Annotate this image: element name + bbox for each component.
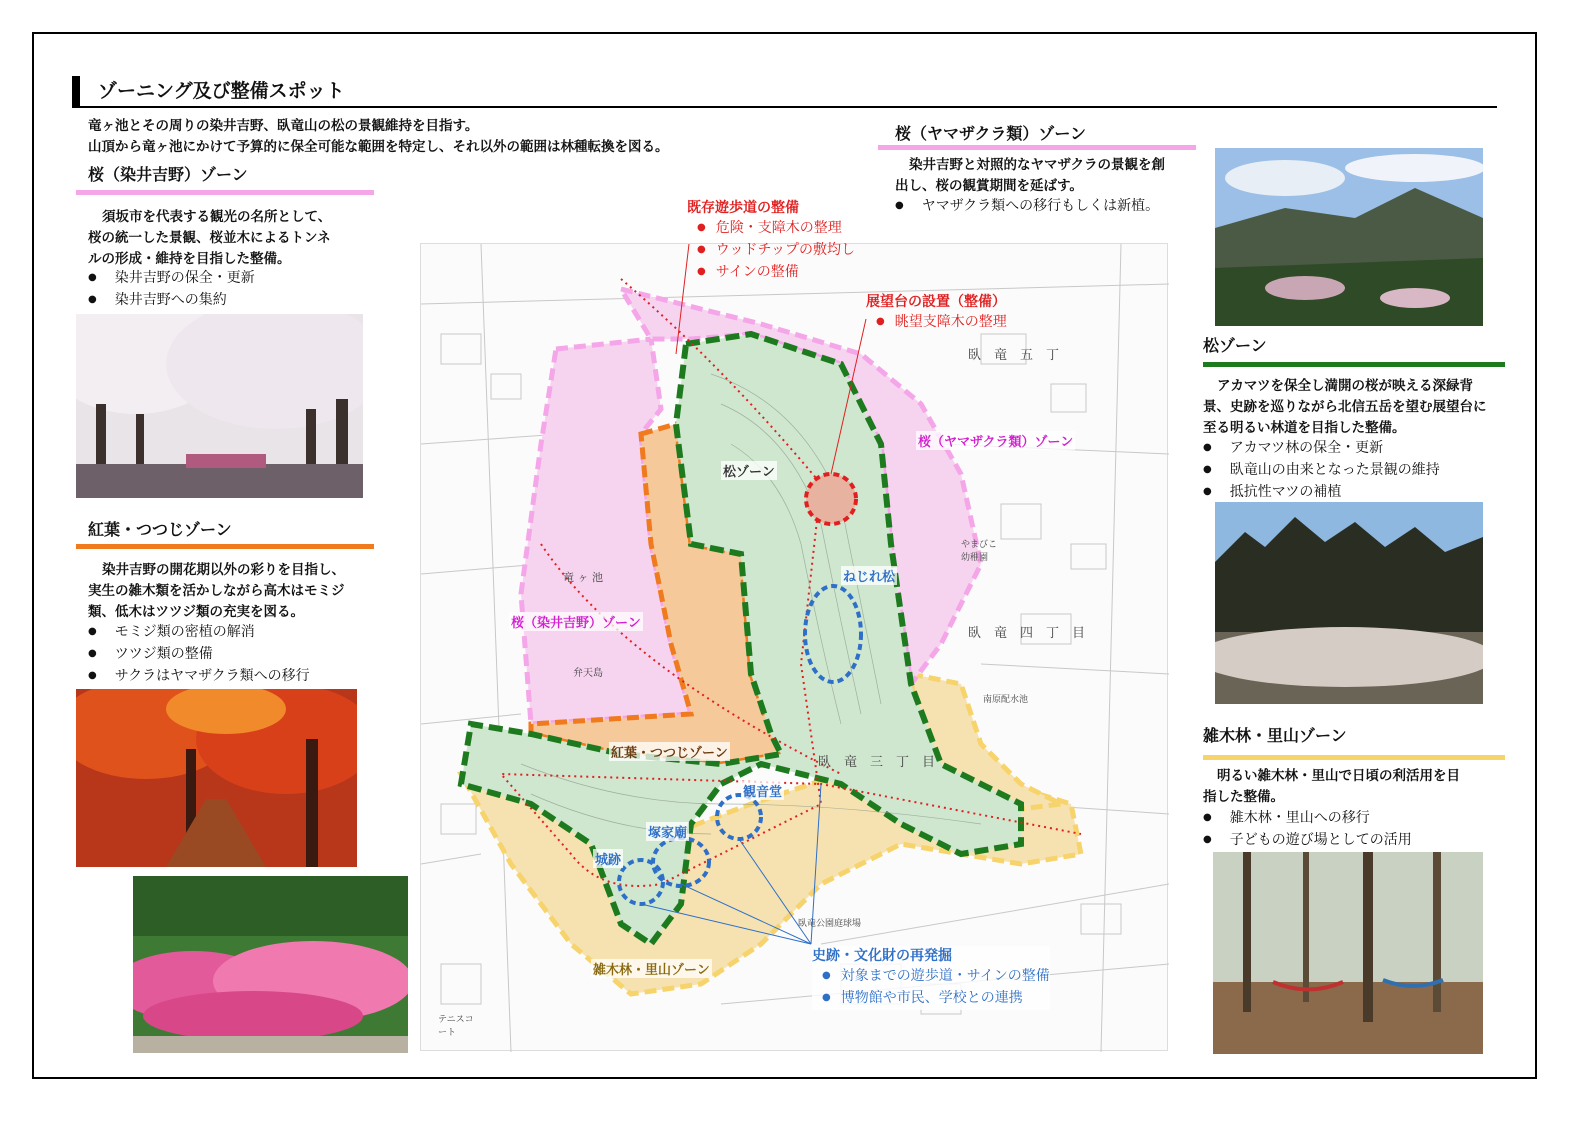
callout-observatory	[866, 292, 1007, 334]
zone-desc-sakura-somei	[88, 207, 331, 270]
zone-bar-momiji	[76, 544, 374, 549]
desc-line: 景、史跡を巡りながら北信五岳を望む展望台に	[1203, 399, 1487, 415]
photo-rocky-mountain	[1215, 502, 1483, 704]
map-label-kannon: 観音堂	[741, 781, 784, 800]
desc-line: 指した整備。	[1203, 789, 1284, 805]
photo-azalea	[133, 876, 408, 1053]
zoning-map	[420, 243, 1168, 1051]
callout-heading: 既存遊歩道の整備	[687, 200, 799, 216]
bullet-item: ● 子どもの遊び場としての活用	[1203, 830, 1412, 852]
bullet-item: ● 染井吉野の保全・更新	[88, 268, 255, 290]
zone-desc-yamazakura	[895, 155, 1165, 197]
desc-line: 実生の雑木類を活かしながら高木はモミジ	[88, 583, 345, 599]
map-label-district4: 臥 竜 四 丁 目	[968, 626, 1086, 641]
bullet-item: ● モミジ類の密植の解消	[88, 622, 310, 644]
map-label-joseki: 城跡	[593, 849, 623, 868]
zone-bar-matsu	[1203, 362, 1505, 367]
desc-line: 明るい雑木林・里山で日頃の利活用を目	[1217, 768, 1460, 784]
page-title: ゾーニング及び整備スポット	[72, 76, 345, 106]
zone-heading-zoki: 雑木林・里山ゾーン	[1203, 726, 1347, 745]
zone-bullets-yamazakura	[895, 196, 1159, 218]
zone-heading-matsu: 松ゾーン	[1203, 336, 1267, 355]
callout-heading: 展望台の設置（整備）	[866, 294, 1006, 310]
zone-bar-yamazakura	[878, 145, 1196, 150]
desc-line: 須坂市を代表する観光の名所として、	[102, 209, 332, 225]
callout-path	[687, 198, 855, 284]
callout-item: ● 危険・支障木の整理	[687, 218, 855, 240]
photo-mountain-yamazakura	[1215, 148, 1483, 326]
map-label-tsuka: 塚家廟	[646, 822, 689, 841]
desc-line: 類、低木はツツジ類の充実を図る。	[88, 604, 304, 620]
map-label-yamazakura: 桜（ヤマザクラ類）ゾーン	[916, 431, 1075, 450]
photo-woodland	[1213, 852, 1483, 1054]
bullet-item: ● 雑木林・里山への移行	[1203, 808, 1412, 830]
bullet-item: ● 染井吉野への集約	[88, 290, 255, 312]
zone-heading-sakura-somei: 桜（染井吉野）ゾーン	[88, 165, 248, 184]
map-label-district3: 臥 竜 三 丁 目	[818, 755, 936, 770]
callout-item: ● 対象までの遊歩道・サインの整備	[812, 966, 1050, 988]
intro-line: 山頂から竜ヶ池にかけて予算的に保全可能な範囲を特定し、それ以外の範囲は林種転換を図る。	[88, 139, 669, 155]
zone-bar-sakura-somei	[76, 190, 374, 195]
map-label-district5: 臥 竜 五 丁	[968, 348, 1060, 363]
zone-bar-zoki	[1203, 755, 1505, 760]
callout-item: ● ウッドチップの敷均し	[687, 240, 855, 262]
map-label-somei: 桜（染井吉野）ゾーン	[509, 612, 643, 631]
map-label-waterworks: 南原配水池	[983, 695, 1029, 705]
desc-line: 出し、桜の観賞期間を延ばす。	[895, 178, 1083, 194]
map-label-kindergarten: やまびこ幼稚園	[961, 540, 998, 563]
intro-text	[88, 116, 669, 158]
bullet-item: ● ヤマザクラ類への移行もしくは新植。	[895, 196, 1159, 218]
photo-cherry-tunnel	[76, 314, 363, 498]
bullet-item: ● ツツジ類の整備	[88, 644, 310, 666]
zone-heading-yamazakura: 桜（ヤマザクラ類）ゾーン	[895, 124, 1087, 143]
zone-desc-momiji	[88, 560, 345, 623]
callout-heading: 史跡・文化財の再発掘	[812, 948, 952, 964]
callout-item: ● 博物館や市民、学校との連携	[812, 988, 1050, 1010]
map-label-matsu: 松ゾーン	[721, 461, 777, 480]
callout-heritage	[812, 946, 1050, 1010]
map-label-tennis: テニスコート	[438, 1015, 474, 1038]
zone-bullets-matsu	[1203, 438, 1440, 504]
map-label-pond: 竜 ヶ 池	[563, 571, 603, 584]
bullet-item: ● サクラはヤマザクラ類への移行	[88, 666, 310, 688]
callout-item: ● 眺望支障木の整理	[866, 312, 1007, 334]
zone-bullets-momiji	[88, 622, 310, 688]
bullet-item: ● アカマツ林の保全・更新	[1203, 438, 1440, 460]
intro-line: 竜ヶ池とその周りの染井吉野、臥竜山の松の景観維持を目指す。	[88, 118, 479, 134]
map-label-zoki: 雑木林・里山ゾーン	[591, 959, 712, 978]
desc-line: ルの形成・維持を目指した整備。	[88, 251, 291, 267]
zone-bullets-zoki	[1203, 808, 1412, 852]
map-label-park: 臥竜公園庭球場	[798, 919, 862, 929]
map-label-benten: 弁天島	[573, 668, 603, 679]
callout-item: ● サインの整備	[687, 262, 855, 284]
desc-line: 桜の統一した景観、桜並木によるトンネ	[88, 230, 331, 246]
title-rule	[72, 106, 1497, 108]
map-label-nejire: ねじれ松	[841, 566, 897, 585]
zone-desc-matsu	[1203, 376, 1487, 439]
zone-desc-zoki	[1203, 766, 1460, 808]
map-label-momiji: 紅葉・つつじゾーン	[609, 742, 730, 761]
desc-line: 染井吉野の開花期以外の彩りを目指し、	[102, 562, 345, 578]
desc-line: アカマツを保全し満開の桜が映える深緑背	[1217, 378, 1473, 394]
photo-autumn-maple	[76, 689, 357, 867]
zone-bullets-sakura-somei	[88, 268, 255, 312]
desc-line: 染井吉野と対照的なヤマザクラの景観を創	[909, 157, 1165, 173]
zone-heading-momiji: 紅葉・つつじゾーン	[88, 520, 232, 539]
desc-line: 至る明るい林道を目指した整備。	[1203, 420, 1406, 436]
bullet-item: ● 臥竜山の由来となった景観の維持	[1203, 460, 1440, 482]
bullet-item: ● 抵抗性マツの補植	[1203, 482, 1440, 504]
